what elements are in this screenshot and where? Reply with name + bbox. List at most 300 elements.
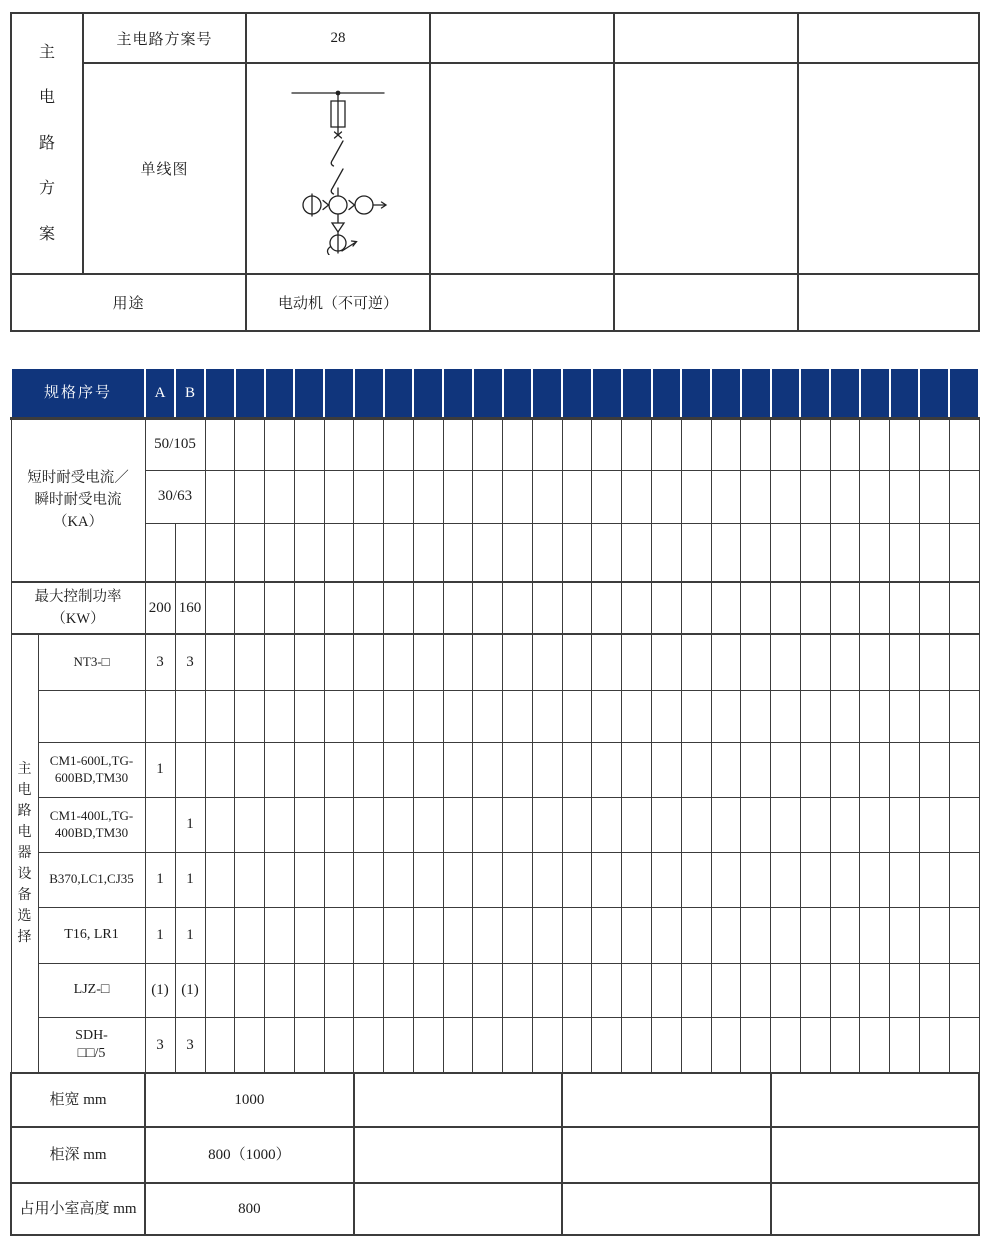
empty-spec-cell [503, 797, 533, 852]
equipment-qty-b [175, 742, 205, 797]
empty-spec-cell [294, 582, 324, 634]
empty-spec-cell [205, 797, 235, 852]
empty-spec-cell [354, 690, 384, 742]
empty-spec-cell [622, 634, 652, 690]
spec-header-empty-cell [681, 368, 711, 418]
spec-header-empty-cell [830, 368, 860, 418]
empty-spec-cell [205, 742, 235, 797]
empty-cell [562, 1073, 770, 1127]
scheme-group-label [11, 13, 83, 274]
empty-spec-cell [919, 797, 949, 852]
empty-spec-cell [711, 742, 741, 797]
spec-header-empty-cell [413, 368, 443, 418]
empty-spec-cell [562, 523, 592, 582]
withstand-value-3-a [145, 523, 175, 582]
empty-spec-cell [860, 852, 890, 907]
empty-cell [614, 274, 798, 331]
empty-spec-cell [949, 852, 979, 907]
empty-spec-cell [622, 582, 652, 634]
empty-spec-cell [949, 523, 979, 582]
empty-spec-cell [324, 418, 354, 470]
empty-spec-cell [443, 852, 473, 907]
spec-header-empty-cell [443, 368, 473, 418]
empty-spec-cell [235, 797, 265, 852]
empty-spec-cell [800, 523, 830, 582]
empty-spec-cell [919, 907, 949, 963]
empty-spec-cell [652, 852, 682, 907]
empty-spec-cell [354, 963, 384, 1017]
empty-spec-cell [265, 1017, 295, 1073]
empty-spec-cell [473, 907, 503, 963]
empty-spec-cell [741, 852, 771, 907]
cabinet-depth-label: 柜深 mm [11, 1127, 145, 1183]
empty-spec-cell [771, 523, 801, 582]
empty-spec-cell [384, 690, 414, 742]
empty-spec-cell [681, 742, 711, 797]
spec-header-empty-cell [532, 368, 562, 418]
cabinet-width-label: 柜宽 mm [11, 1073, 145, 1127]
empty-spec-cell [503, 852, 533, 907]
empty-spec-cell [503, 1017, 533, 1073]
empty-spec-cell [860, 1017, 890, 1073]
empty-spec-cell [771, 634, 801, 690]
equipment-label [38, 852, 145, 907]
empty-spec-cell [532, 582, 562, 634]
empty-spec-cell [800, 690, 830, 742]
empty-cell [614, 13, 798, 63]
empty-spec-cell [235, 963, 265, 1017]
empty-cell [562, 1127, 770, 1183]
empty-spec-cell [413, 582, 443, 634]
empty-spec-cell [443, 907, 473, 963]
outlet-arrow [342, 241, 357, 251]
equipment-group-label [11, 634, 38, 1073]
empty-spec-cell [324, 797, 354, 852]
empty-spec-cell [741, 582, 771, 634]
empty-spec-cell [860, 582, 890, 634]
arrow-right [349, 200, 355, 209]
empty-spec-cell [265, 690, 295, 742]
empty-spec-cell [265, 470, 295, 523]
empty-cell [562, 1183, 770, 1235]
empty-spec-cell [681, 1017, 711, 1073]
empty-spec-cell [294, 1017, 324, 1073]
compartment-height-label: 占用小室高度 mm [11, 1183, 145, 1235]
empty-spec-cell [830, 418, 860, 470]
empty-spec-cell [265, 963, 295, 1017]
equipment-label [38, 907, 145, 963]
main-circuit-scheme-table [10, 12, 980, 332]
empty-cell [771, 1127, 979, 1183]
empty-spec-cell [473, 582, 503, 634]
empty-spec-cell [324, 907, 354, 963]
empty-spec-cell [860, 797, 890, 852]
max-power-label-line1: 最大控制功率 [34, 588, 122, 605]
empty-spec-cell [592, 852, 622, 907]
switch-blade-1 [331, 141, 343, 166]
empty-spec-cell [681, 907, 711, 963]
empty-spec-cell [294, 963, 324, 1017]
empty-spec-cell [532, 963, 562, 1017]
empty-spec-cell [652, 582, 682, 634]
empty-spec-cell [354, 907, 384, 963]
empty-spec-cell [711, 418, 741, 470]
equipment-qty-a: 1 [145, 907, 175, 963]
empty-spec-cell [949, 470, 979, 523]
empty-spec-cell [294, 907, 324, 963]
empty-spec-cell [919, 963, 949, 1017]
equipment-qty-a: (1) [145, 963, 175, 1017]
empty-spec-cell [384, 582, 414, 634]
empty-spec-cell [562, 1017, 592, 1073]
empty-spec-cell [562, 470, 592, 523]
empty-spec-cell [532, 1017, 562, 1073]
equipment-label-line: CM1-400L,TG- [49, 807, 134, 823]
empty-spec-cell [681, 523, 711, 582]
empty-spec-cell [562, 418, 592, 470]
empty-spec-cell [294, 742, 324, 797]
empty-spec-cell [503, 470, 533, 523]
empty-spec-cell [235, 418, 265, 470]
spec-header-empty-cell [622, 368, 652, 418]
empty-spec-cell [384, 742, 414, 797]
empty-spec-cell [562, 907, 592, 963]
empty-spec-cell [205, 1017, 235, 1073]
empty-spec-cell [503, 634, 533, 690]
equipment-label-line: LJZ-□ [73, 981, 110, 997]
empty-spec-cell [324, 1017, 354, 1073]
empty-spec-cell [503, 907, 533, 963]
empty-spec-cell [532, 907, 562, 963]
empty-spec-cell [622, 963, 652, 1017]
withstand-value-2: 30/63 [145, 470, 205, 523]
empty-spec-cell [265, 634, 295, 690]
withstand-value-3-b [175, 523, 205, 582]
specification-table [10, 367, 980, 1236]
empty-spec-cell [652, 907, 682, 963]
empty-spec-cell [473, 418, 503, 470]
empty-spec-cell [592, 797, 622, 852]
empty-spec-cell [294, 634, 324, 690]
empty-spec-cell [532, 470, 562, 523]
empty-spec-cell [830, 907, 860, 963]
empty-cell [354, 1073, 562, 1127]
empty-spec-cell [235, 523, 265, 582]
empty-spec-cell [771, 907, 801, 963]
switch-blade-2 [331, 169, 343, 194]
current-transformer-mid [329, 196, 347, 214]
empty-spec-cell [949, 797, 979, 852]
empty-spec-cell [592, 418, 622, 470]
empty-spec-cell [890, 634, 920, 690]
empty-spec-cell [890, 742, 920, 797]
empty-spec-cell [354, 418, 384, 470]
empty-cell [798, 63, 979, 274]
empty-spec-cell [413, 690, 443, 742]
empty-spec-cell [562, 963, 592, 1017]
spec-header-empty-cell [592, 368, 622, 418]
empty-spec-cell [919, 470, 949, 523]
equipment-label-line: B370,LC1,CJ35 [49, 871, 134, 887]
max-power-label [11, 582, 145, 634]
empty-spec-cell [652, 963, 682, 1017]
empty-spec-cell [919, 742, 949, 797]
max-power-b: 160 [175, 582, 205, 634]
empty-spec-cell [800, 634, 830, 690]
empty-spec-cell [265, 852, 295, 907]
empty-spec-cell [354, 797, 384, 852]
empty-spec-cell [652, 418, 682, 470]
equipment-label-line: NT3-□ [73, 653, 110, 669]
empty-spec-cell [890, 690, 920, 742]
empty-spec-cell [681, 582, 711, 634]
empty-spec-cell [830, 963, 860, 1017]
empty-spec-cell [473, 690, 503, 742]
empty-spec-cell [622, 690, 652, 742]
empty-spec-cell [265, 418, 295, 470]
spec-header-empty-cell [771, 368, 801, 418]
equipment-label [38, 690, 145, 742]
empty-spec-cell [532, 634, 562, 690]
empty-spec-cell [235, 742, 265, 797]
empty-spec-cell [503, 523, 533, 582]
empty-cell [798, 274, 979, 331]
empty-spec-cell [413, 963, 443, 1017]
empty-spec-cell [919, 582, 949, 634]
empty-spec-cell [443, 742, 473, 797]
spec-header-empty-cell [919, 368, 949, 418]
empty-cell [771, 1183, 979, 1235]
empty-spec-cell [652, 1017, 682, 1073]
empty-spec-cell [860, 418, 890, 470]
empty-spec-cell [622, 470, 652, 523]
empty-spec-cell [532, 852, 562, 907]
empty-spec-cell [800, 582, 830, 634]
empty-spec-cell [890, 523, 920, 582]
max-power-a: 200 [145, 582, 175, 634]
empty-spec-cell [413, 742, 443, 797]
empty-spec-cell [919, 523, 949, 582]
empty-spec-cell [384, 418, 414, 470]
empty-spec-cell [622, 852, 652, 907]
cabinet-width-value: 1000 [145, 1073, 354, 1127]
equipment-qty-b [175, 690, 205, 742]
empty-spec-cell [443, 690, 473, 742]
empty-spec-cell [562, 690, 592, 742]
empty-spec-cell [205, 907, 235, 963]
empty-spec-cell [592, 582, 622, 634]
empty-spec-cell [443, 582, 473, 634]
empty-spec-cell [949, 742, 979, 797]
empty-spec-cell [771, 470, 801, 523]
empty-spec-cell [919, 1017, 949, 1073]
empty-spec-cell [473, 634, 503, 690]
empty-spec-cell [443, 1017, 473, 1073]
empty-spec-cell [771, 418, 801, 470]
usage-value: 电动机（不可逆） [246, 274, 430, 331]
empty-spec-cell [771, 797, 801, 852]
empty-spec-cell [830, 852, 860, 907]
empty-cell [430, 13, 614, 63]
empty-spec-cell [741, 523, 771, 582]
empty-spec-cell [949, 634, 979, 690]
empty-spec-cell [681, 852, 711, 907]
empty-spec-cell [830, 1017, 860, 1073]
empty-spec-cell [354, 470, 384, 523]
empty-cell [430, 63, 614, 274]
empty-spec-cell [205, 418, 235, 470]
empty-spec-cell [294, 852, 324, 907]
empty-spec-cell [741, 634, 771, 690]
current-transformer-right [355, 196, 373, 214]
empty-spec-cell [324, 852, 354, 907]
equipment-label-line: 600BD,TM30 [54, 769, 129, 785]
empty-spec-cell [503, 963, 533, 1017]
empty-spec-cell [711, 1017, 741, 1073]
empty-spec-cell [890, 470, 920, 523]
empty-spec-cell [384, 907, 414, 963]
empty-spec-cell [741, 797, 771, 852]
empty-spec-cell [205, 963, 235, 1017]
withstand-label-line3: （KA） [53, 514, 103, 531]
empty-spec-cell [652, 690, 682, 742]
empty-spec-cell [294, 690, 324, 742]
empty-spec-cell [265, 582, 295, 634]
empty-spec-cell [235, 582, 265, 634]
empty-spec-cell [800, 907, 830, 963]
empty-spec-cell [860, 470, 890, 523]
empty-spec-cell [443, 418, 473, 470]
spec-header-empty-cell [800, 368, 830, 418]
spec-header-empty-cell [235, 368, 265, 418]
empty-spec-cell [800, 852, 830, 907]
empty-spec-cell [652, 523, 682, 582]
empty-spec-cell [741, 963, 771, 1017]
empty-spec-cell [473, 470, 503, 523]
empty-spec-cell [652, 797, 682, 852]
empty-cell [430, 274, 614, 331]
withstand-value-1: 50/105 [145, 418, 205, 470]
empty-spec-cell [294, 523, 324, 582]
empty-spec-cell [205, 523, 235, 582]
empty-spec-cell [235, 470, 265, 523]
empty-spec-cell [384, 1017, 414, 1073]
equipment-label-line: CM1-600L,TG- [49, 752, 134, 768]
empty-spec-cell [919, 418, 949, 470]
empty-spec-cell [949, 907, 979, 963]
scheme-no-value: 28 [246, 13, 430, 63]
empty-spec-cell [562, 634, 592, 690]
empty-spec-cell [354, 582, 384, 634]
empty-spec-cell [443, 963, 473, 1017]
spec-header-empty-cell [562, 368, 592, 418]
empty-spec-cell [830, 634, 860, 690]
empty-spec-cell [443, 797, 473, 852]
equipment-label [38, 1017, 145, 1073]
compartment-height-value: 800 [145, 1183, 354, 1235]
equipment-label [38, 742, 145, 797]
empty-spec-cell [860, 963, 890, 1017]
empty-spec-cell [443, 634, 473, 690]
empty-spec-cell [711, 634, 741, 690]
equipment-label [38, 634, 145, 690]
empty-spec-cell [562, 852, 592, 907]
empty-spec-cell [919, 634, 949, 690]
empty-cell [354, 1127, 562, 1183]
empty-spec-cell [532, 742, 562, 797]
empty-spec-cell [473, 742, 503, 797]
diagram-cell [246, 63, 430, 274]
empty-spec-cell [473, 797, 503, 852]
empty-spec-cell [681, 418, 711, 470]
empty-spec-cell [384, 470, 414, 523]
empty-spec-cell [265, 907, 295, 963]
empty-spec-cell [860, 634, 890, 690]
equipment-label-line: T16, LR1 [64, 926, 119, 942]
spec-header-empty-cell [711, 368, 741, 418]
empty-spec-cell [741, 690, 771, 742]
equipment-qty-a [145, 797, 175, 852]
empty-spec-cell [830, 523, 860, 582]
equipment-qty-a: 3 [145, 1017, 175, 1073]
empty-spec-cell [294, 797, 324, 852]
empty-spec-cell [711, 797, 741, 852]
empty-spec-cell [711, 852, 741, 907]
spec-header-empty-cell [890, 368, 920, 418]
empty-spec-cell [860, 690, 890, 742]
empty-spec-cell [800, 742, 830, 797]
withstand-label-line2: 瞬时耐受电流 [34, 492, 122, 509]
empty-spec-cell [771, 963, 801, 1017]
empty-spec-cell [532, 523, 562, 582]
empty-spec-cell [830, 470, 860, 523]
empty-spec-cell [890, 907, 920, 963]
empty-spec-cell [413, 523, 443, 582]
empty-spec-cell [890, 963, 920, 1017]
empty-spec-cell [830, 582, 860, 634]
empty-spec-cell [205, 470, 235, 523]
empty-spec-cell [324, 742, 354, 797]
empty-spec-cell [949, 418, 979, 470]
empty-spec-cell [890, 797, 920, 852]
equipment-qty-b: 3 [175, 634, 205, 690]
empty-spec-cell [562, 582, 592, 634]
spec-header-empty-cell [294, 368, 324, 418]
empty-spec-cell [741, 418, 771, 470]
empty-spec-cell [503, 582, 533, 634]
empty-spec-cell [532, 797, 562, 852]
empty-spec-cell [949, 1017, 979, 1073]
empty-spec-cell [413, 418, 443, 470]
empty-spec-cell [235, 634, 265, 690]
empty-spec-cell [771, 1017, 801, 1073]
empty-spec-cell [562, 742, 592, 797]
empty-spec-cell [384, 797, 414, 852]
empty-spec-cell [205, 852, 235, 907]
empty-spec-cell [622, 523, 652, 582]
empty-spec-cell [592, 470, 622, 523]
equipment-qty-b: 3 [175, 1017, 205, 1073]
empty-spec-cell [532, 418, 562, 470]
empty-spec-cell [711, 582, 741, 634]
empty-spec-cell [652, 470, 682, 523]
empty-spec-cell [413, 907, 443, 963]
empty-spec-cell [711, 470, 741, 523]
empty-spec-cell [681, 797, 711, 852]
equipment-label-line: SDH- [75, 1027, 108, 1043]
empty-spec-cell [384, 523, 414, 582]
spec-header-empty-cell [860, 368, 890, 418]
